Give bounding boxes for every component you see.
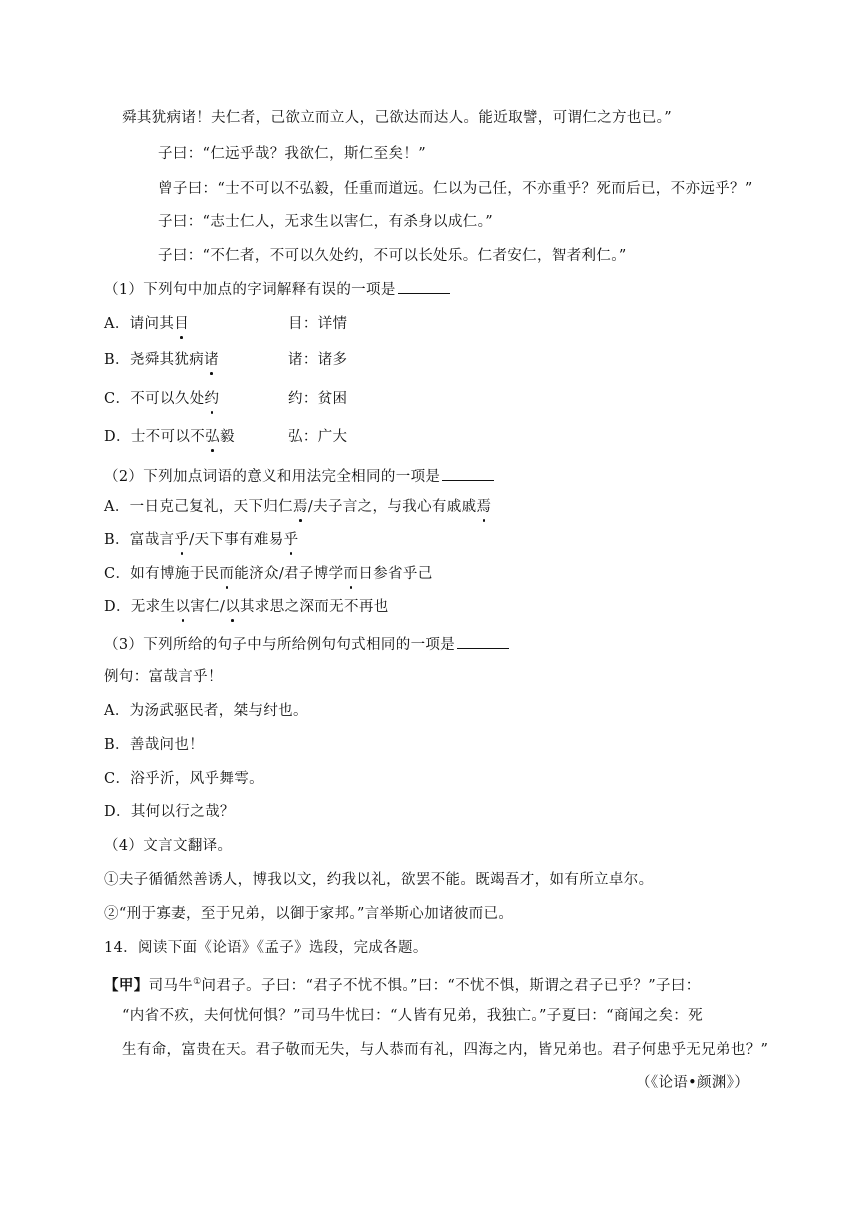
answer-blank[interactable] xyxy=(398,279,450,294)
dotted-char: 约 xyxy=(204,391,220,407)
gloss: 约：贫困 xyxy=(288,391,348,407)
gloss: 诸：诸多 xyxy=(288,352,348,368)
q14-passage-line: 【甲】司马牛①问君子。子曰：“君子不忧不惧。”曰：“不忧不惧，斯谓之君子已乎？”子曰： xyxy=(104,977,701,994)
dotted-char: 诸 xyxy=(204,352,219,368)
passage-line: 子曰：“志士仁人，无求生以害仁，有杀身以成仁。” xyxy=(158,214,493,230)
passage-line: 子曰：“不仁者，不可以久处约，不可以长处乐。仁者安仁，智者利仁。” xyxy=(158,248,627,264)
passage-line: 曾子曰：“士不可以不弘毅，任重而道远。仁以为己任，不亦重乎？死而后已，不亦远乎？” xyxy=(158,181,753,197)
source-citation: （《论语•颜渊》） xyxy=(636,1075,750,1091)
q3-option-b: B．善哉问也！ xyxy=(104,737,205,753)
q2-option-b: B．富哉言乎/天下事有难易乎 xyxy=(104,532,299,548)
q3-option-d: D．其何以行之哉？ xyxy=(104,804,235,820)
question-3-stem: （3）下列所给的句子中与所给例句句式相同的一项是 xyxy=(104,634,509,655)
question-1-stem: （1）下列句中加点的字词解释有误的一项是 xyxy=(104,279,450,300)
translation-sentence-2: ②“刑于寡妻，至于兄弟，以御于家邦。”言举斯心加诸彼而已。 xyxy=(104,906,514,922)
q2-option-d: D．无求生以害仁/以其求思之深而无不再也 xyxy=(104,599,389,615)
document-page: 舜其犹病诸！夫仁者，己欲立而立人，己欲达而达人。能近取譬，可谓仁之方也已。” 子曰：“仁远乎哉？我欲仁，斯仁至矣！” 曾子曰：“士不可以不弘毅，任重而道远。仁以为己任，不亦重乎？死而后已，不亦远乎？” 子曰：“志士仁人，无求生以害仁，有杀身以成仁。” 子曰：“不仁者，不可以久处约，不可以长处乐。仁者安仁，智者利仁。” （1）下列句中加点的字词解释有误的一项是 A．请问其目 目：详情 B．尧舜其犹病诸 诸：诸多 C．不可以久处约 约：贫困 D．士不可以不弘毅 弘：广大 （2）下列加点词语的意义和用法完全相同的一项是 A．一日克己复礼，天下归仁焉/夫子言之，与我心有戚戚焉 B．富哉言乎/天下事有难易乎 C．如有博施于民而能济众/君子博学而日参省乎己 D．无求生以害仁/以其求思之深而无不再也 （3）下列所给的句子中与所给例句句式相同的一项是 例句：富哉言乎！ A．为汤武驱民者，桀与纣也。 B．善哉问也！ C．浴乎沂，风乎舞雩。 D．其何以行之哉？ （4）文言文翻译。 ①夫子循循然善诱人，博我以文，约我以礼，欲罢不能。既竭吾才，如有所立卓尔。 ②“刑于寡妻，至于兄弟，以御于家邦。”言举斯心加诸彼而已。 14．阅读下面《论语》《孟子》选段，完成各题。 【甲】司马牛①问君子。子曰：“君子不忧不惧。”曰：“不忧不惧，斯谓之君子已乎？”子曰： “内省不疚，夫何忧何惧？”司马牛忧曰：“人皆有兄弟，我独亡。”子夏曰：“商闻之矣：死 生有命，富贵在天。君子敬而无失，与人恭而有礼，四海之内，皆兄弟也。君子何患乎无兄弟也？” （《论语•颜渊》） xyxy=(104,110,769,1091)
gloss: 弘：广大 xyxy=(288,429,348,445)
q2-option-a: A．一日克己复礼，天下归仁焉/夫子言之，与我心有戚戚焉 xyxy=(104,499,492,515)
q14-passage-line: “内省不疚，夫何忧何惧？”司马牛忧曰：“人皆有兄弟，我独亡。”子夏曰：“商闻之矣：死 xyxy=(122,1008,704,1024)
passage-tag: 【甲】 xyxy=(104,977,149,994)
dotted-char: 目 xyxy=(174,316,190,332)
question-14-title: 14．阅读下面《论语》《孟子》选段，完成各题。 xyxy=(104,940,428,956)
q3-example: 例句：富哉言乎！ xyxy=(104,669,223,685)
question-2-stem: （2）下列加点词语的意义和用法完全相同的一项是 xyxy=(104,466,494,487)
dotted-char: 弘 xyxy=(205,429,220,445)
translation-sentence-1: ①夫子循循然善诱人，博我以文，约我以礼，欲罢不能。既竭吾才，如有所立卓尔。 xyxy=(104,872,654,888)
q2-option-c: C．如有博施于民而能济众/君子博学而日参省乎己 xyxy=(104,566,433,582)
passage-line: 舜其犹病诸！夫仁者，己欲立而立人，己欲达而达人。能近取譬，可谓仁之方也已。” xyxy=(122,110,672,126)
gloss: 目：详情 xyxy=(288,316,348,332)
q3-option-a: A．为汤武驱民者，桀与纣也。 xyxy=(104,703,308,719)
answer-blank[interactable] xyxy=(457,634,509,649)
question-4-stem: （4）文言文翻译。 xyxy=(104,838,233,854)
q14-passage-line: 生有命，富贵在天。君子敬而无失，与人恭而有礼，四海之内，皆兄弟也。君子何患乎无兄弟也？” xyxy=(122,1042,769,1058)
footnote-marker: ① xyxy=(193,977,202,987)
answer-blank[interactable] xyxy=(442,466,494,481)
passage-line: 子曰：“仁远乎哉？我欲仁，斯仁至矣！” xyxy=(158,146,426,162)
q3-option-c: C．浴乎沂，风乎舞雩。 xyxy=(104,771,264,787)
